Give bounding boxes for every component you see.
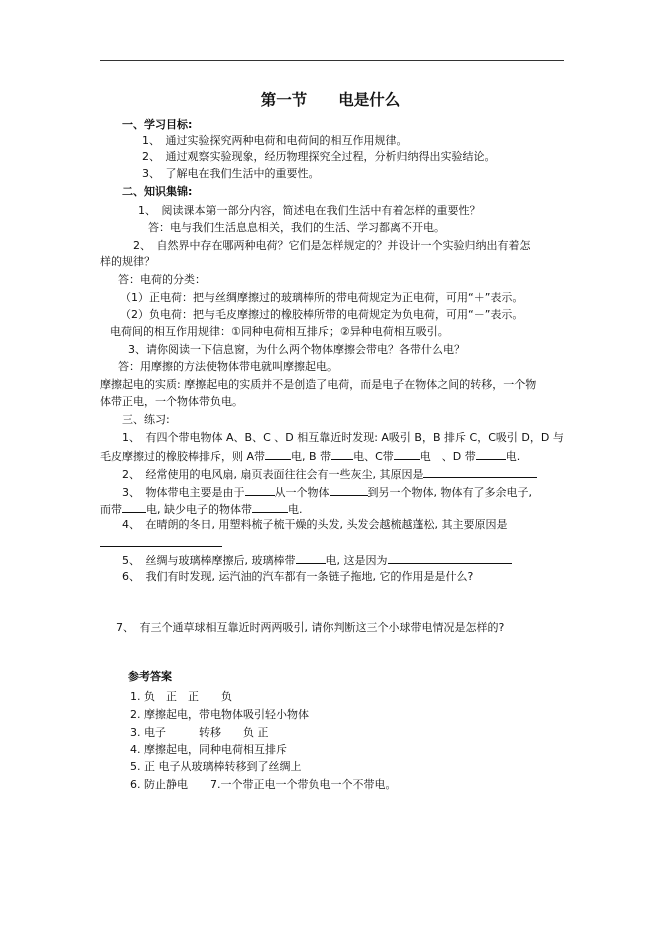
- answers-heading: 参考答案: [128, 670, 172, 683]
- answer-3: 答：用摩擦的方法使物体带电就叫摩擦起电。: [118, 360, 338, 373]
- exercise-5-text-b: 电, 这是因为: [325, 554, 388, 567]
- exercise-1-text-e: 电.: [505, 450, 521, 463]
- objective-item-3: 3、 了解电在我们生活中的重要性。: [142, 167, 320, 180]
- exercise-3-line-2: [100, 501, 303, 517]
- answer-2-negative: （2）负电荷：把与毛皮摩擦过的橡胶棒所带的电荷规定为负电荷，可用“－”表示。: [120, 308, 524, 321]
- exercise-5-text-a: 5、 丝绸与玻璃棒摩擦后, 玻璃棒带: [122, 554, 296, 567]
- exercise-2: [122, 466, 537, 482]
- answer-2-positive: （1）正电荷：把与丝绸摩擦过的玻璃棒所的带电荷规定为正电荷，可用“＋”表示。: [120, 291, 524, 304]
- interaction-rule: 电荷间的相互作用规律：①同种电荷相互排斥；②异种电荷相互吸引。: [110, 325, 449, 338]
- exercise-3-blank-b[interactable]: [330, 484, 368, 496]
- exercise-3-text-f: 电.: [288, 503, 303, 516]
- exercise-3-blank-a[interactable]: [245, 484, 275, 496]
- exercise-3-text-e: 电, 缺少电子的物体带: [146, 503, 252, 516]
- exercise-1-blank-b[interactable]: [331, 448, 353, 460]
- question-3: 3、请你阅读一下信息窗，为什么两个物体摩擦会带电？各带什么电？: [128, 343, 465, 356]
- exercise-7: 7、 有三个通草球相互靠近时两两吸引, 请你判断这三个小球带电情况是怎样的?: [116, 621, 505, 634]
- exercise-1-text-d: 电 、D 带: [419, 450, 476, 463]
- exercise-3-text-a: 3、 物体带电主要是由于: [122, 486, 245, 499]
- exercise-1-text-a: 毛皮摩擦过的橡胶棒排斥，则 A带: [100, 450, 266, 463]
- section-heading-exercises: 三、练习:: [122, 413, 170, 426]
- answer-item-5: 5. 正 电子从玻璃棒转移到了丝绸上: [130, 760, 302, 773]
- question-1: 1、 阅读课本第一部分内容，简述电在我们生活中有着怎样的重要性？: [138, 204, 481, 217]
- exercise-3-line-1: [122, 484, 532, 500]
- exercise-1-blank-a[interactable]: [265, 448, 291, 460]
- question-2-line-1: 2、 自然界中存在哪两种电荷？它们是怎样规定的？并设计一个实验归纳出有着怎: [133, 239, 531, 252]
- answer-item-3: 3. 电子 转移 负 正: [130, 726, 269, 739]
- exercise-5-blank-b[interactable]: [388, 552, 512, 564]
- exercise-2-blank[interactable]: [423, 466, 537, 478]
- exercise-3-blank-c[interactable]: [122, 501, 146, 513]
- exercise-6: 6、 我们有时发现, 运汽油的汽车都有一条链子拖地, 它的作用是是什么?: [122, 570, 474, 583]
- exercise-1-text-c: 电、C带: [353, 450, 394, 463]
- section-heading-objectives: 一、学习目标:: [122, 118, 193, 131]
- page-title: 第一节 电是什么: [260, 91, 401, 109]
- essence-line-2: 体带正电，一个物体带负电。: [100, 395, 243, 408]
- answer-item-6: 6. 防止静电 7.一个带正电一个带负电一个不带电。: [130, 778, 397, 791]
- objective-item-2: 2、 通过观察实验现象，经历物理探究全过程，分析归纳得出实验结论。: [142, 150, 496, 163]
- section-heading-knowledge: 二、知识集锦:: [122, 185, 193, 198]
- exercise-1-line-2: [100, 448, 520, 464]
- answer-1: 答：电与我们生活息息相关，我们的生活、学习都离不开电。: [148, 221, 445, 234]
- question-2-line-2: 样的规律？: [100, 255, 155, 268]
- exercise-4: 4、 在晴朗的冬日, 用塑料梳子梳干燥的头发, 头发会越梳越蓬松, 其主要原因是: [122, 518, 508, 531]
- header-rule: [100, 60, 564, 61]
- exercise-1-text-b: 电, B 带: [291, 450, 332, 463]
- exercise-1-line-1: 1、 有四个带电物体 A、B、C 、D 相互靠近时发现: A吸引 B，B 排斥 C，C吸引 D，D 与: [122, 431, 564, 444]
- exercise-3-text-b: 从一个物体: [274, 486, 330, 499]
- objective-item-1: 1、 通过实验探究两种电荷和电荷间的相互作用规律。: [142, 134, 408, 147]
- exercise-3-text-c: 到另一个物体, 物体有了多余电子,: [367, 486, 532, 499]
- exercise-5-blank-a[interactable]: [296, 552, 326, 564]
- answer-item-4: 4. 摩擦起电，同种电荷相互排斥: [130, 743, 287, 756]
- exercise-3-blank-d[interactable]: [252, 501, 288, 513]
- exercise-4-answer-line[interactable]: [100, 546, 222, 547]
- answer-item-2: 2. 摩擦起电，带电物体吸引轻小物体: [130, 708, 309, 721]
- exercise-5: [122, 552, 512, 568]
- answer-2-intro: 答：电荷的分类：: [118, 273, 206, 286]
- exercise-2-text: 2、 经常使用的电风扇, 扇页表面往往会有一些灰尘, 其原因是: [122, 468, 424, 481]
- exercise-1-blank-d[interactable]: [476, 448, 506, 460]
- exercise-3-text-d: 而带: [100, 503, 122, 516]
- answer-item-1: 1. 负 正 正 负: [130, 690, 232, 703]
- exercise-1-blank-c[interactable]: [394, 448, 420, 460]
- essence-line-1: 摩擦起电的实质: 摩擦起电的实质并不是创造了电荷，而是电子在物体之间的转移，一个物: [100, 378, 537, 391]
